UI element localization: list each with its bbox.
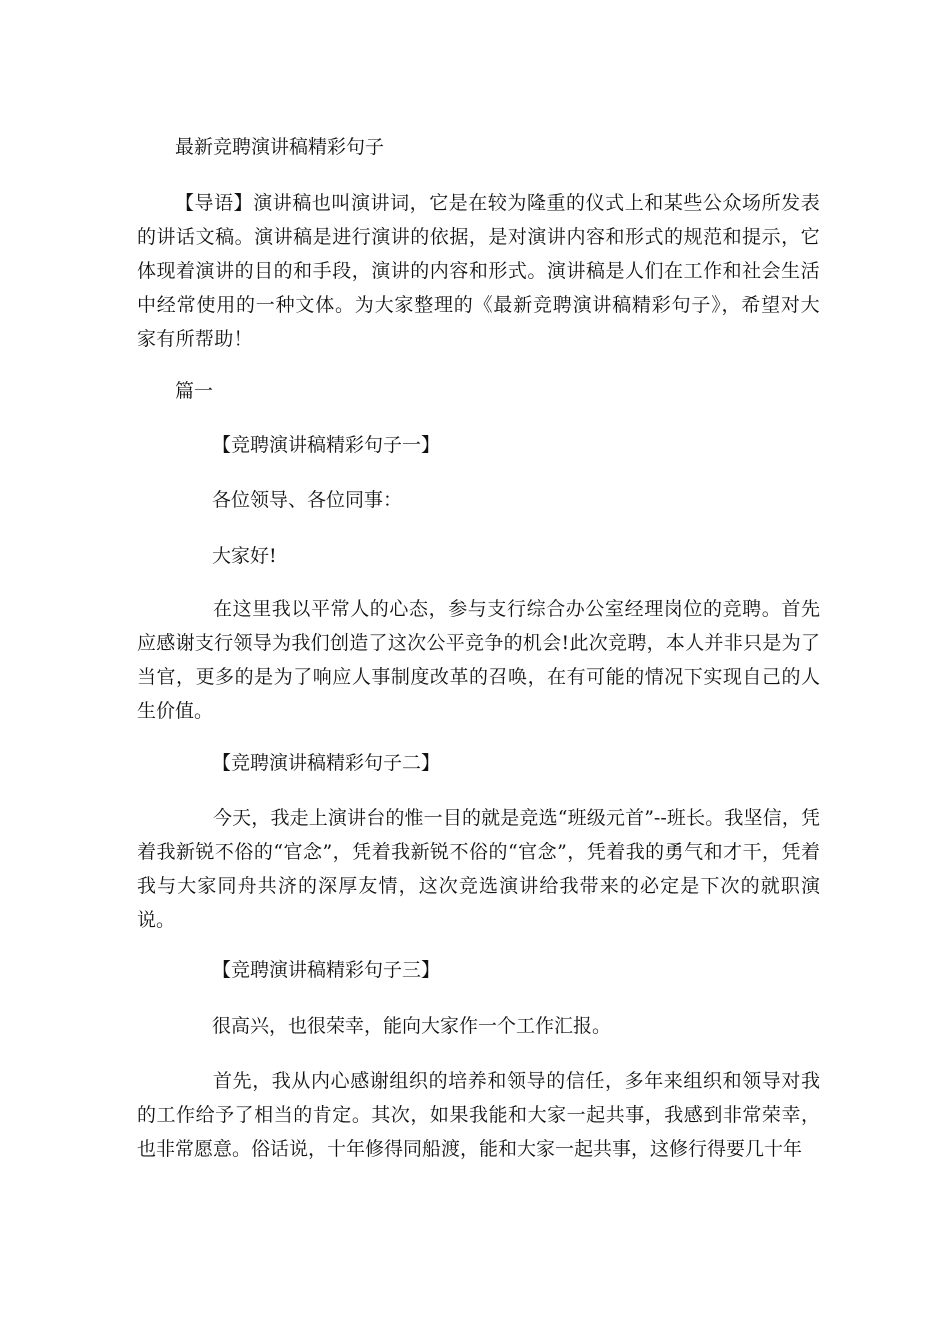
heading-one: 【竞聘演讲稿精彩句子一】: [212, 434, 441, 456]
heading-two: 【竞聘演讲稿精彩句子二】: [212, 752, 441, 774]
section-label: 篇一: [175, 380, 214, 402]
paragraph-three: 很高兴，也很荣幸，能向大家作一个工作汇报。: [212, 1015, 612, 1037]
paragraph-four: 首先，我从内心感谢组织的培养和领导的信任，多年来组织和领导对我的工作给予了相当的肯定。其次，如果我能和大家一起共事，我感到非常荣幸，也非常愿意。俗话说，十年修得同船渡，能和大家一起共事，这修行得要几十年: [137, 1070, 820, 1160]
document-title: 最新竞聘演讲稿精彩句子: [175, 136, 385, 158]
intro-paragraph: 【导语】演讲稿也叫演讲词，它是在较为隆重的仪式上和某些公众场所发表的讲话文稿。演讲稿是进行演讲的依据，是对演讲内容和形式的规范和提示，它体现着演讲的目的和手段，演讲的内容和形式。演讲稿是人们在工作和社会生活中经常使用的一种文体。为大家整理的《最新竞聘演讲稿精彩句子》，希望对大家有所帮助！: [137, 192, 820, 350]
heading-three: 【竞聘演讲稿精彩句子三】: [212, 959, 441, 981]
paragraph-two: 今天，我走上演讲台的惟一目的就是竞选“班级元首”--班长。我坚信，凭着我新锐不俗的“官念”，凭着我新锐不俗的“官念”，凭着我的勇气和才干，凭着我与大家同舟共济的深厚友情，这次竞选演讲给我带来的必定是下次的就职演说。: [137, 807, 820, 931]
paragraph-one: 在这里我以平常人的心态，参与支行综合办公室经理岗位的竞聘。首先应感谢支行领导为我们创造了这次公平竞争的机会!此次竞聘，本人并非只是为了当官，更多的是为了响应人事制度改革的召唤，在有可能的情况下实现自己的人生价值。: [137, 598, 820, 722]
greeting: 大家好!: [212, 545, 277, 567]
salutation: 各位领导、各位同事：: [212, 489, 403, 511]
